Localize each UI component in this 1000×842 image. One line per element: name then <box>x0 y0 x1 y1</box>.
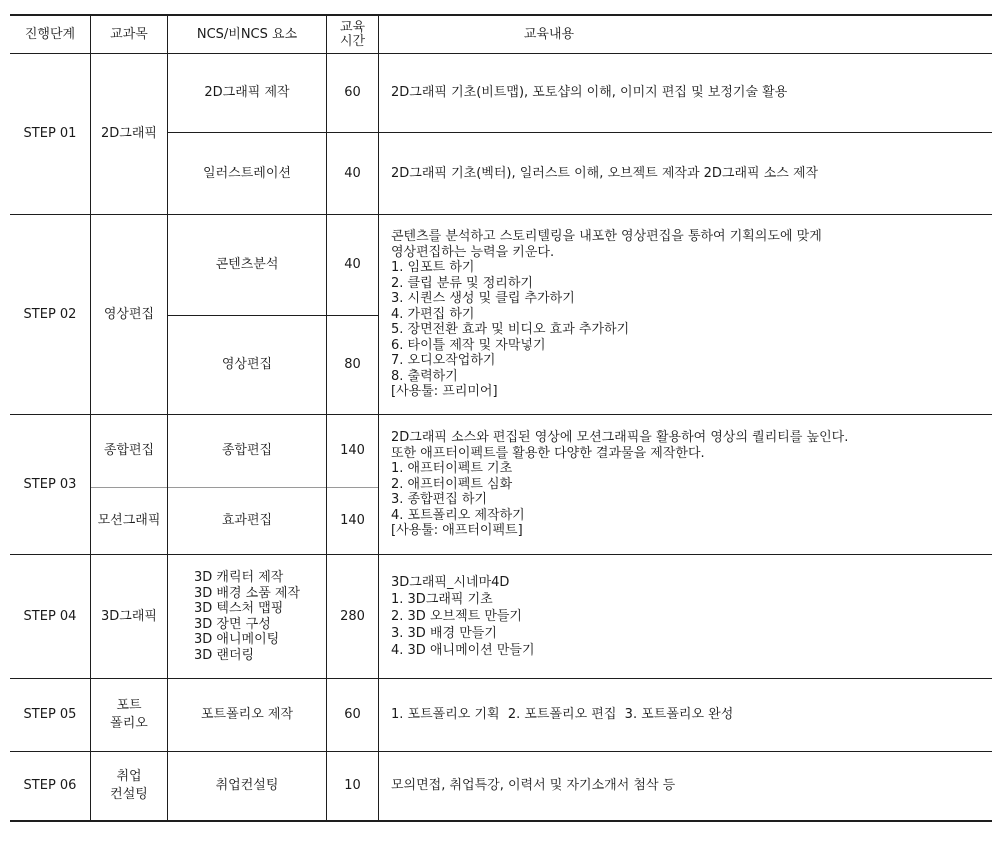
step04-ncs-line: 3D 애니메이팅 <box>193 632 280 647</box>
step04-content-line: 4. 3D 애니메이션 만들기 <box>391 643 535 658</box>
step05-content: 1. 포트폴리오 기획 2. 포트폴리오 편집 3. 포트폴리오 완성 <box>391 707 734 722</box>
step05-stage: STEP 05 <box>23 707 77 722</box>
step03-hours-1: 140 <box>340 443 365 458</box>
header-subject: 교과목 <box>110 26 148 42</box>
step01-subject: 2D그래픽 <box>101 126 157 141</box>
step03-content-line: 4. 포트폴리오 제작하기 <box>391 507 525 523</box>
step04-hours: 280 <box>340 608 365 624</box>
step06-stage: STEP 06 <box>23 778 77 793</box>
step02-content-line: 1. 임포트 하기 <box>391 260 475 276</box>
step05-subject-line1: 포트 <box>116 698 142 713</box>
step02-content-line: 영상편집하는 능력을 키운다. <box>391 244 555 260</box>
step02-content-line: 5. 장면전환 효과 및 비디오 효과 추가하기 <box>391 322 630 338</box>
step01-hours-2: 40 <box>344 165 361 181</box>
step05-hours: 60 <box>344 707 361 722</box>
step04-ncs <box>168 555 326 678</box>
step03-content-line: 2. 애프터이펙트 심화 <box>391 476 513 492</box>
step02-content <box>379 215 992 414</box>
step02-content-line: 6. 타이틀 제작 및 자막넣기 <box>391 337 546 353</box>
step03-ncs-2: 효과편집 <box>221 513 273 528</box>
header-ncs: NCS/비NCS 요소 <box>196 26 298 42</box>
step02-content-line: 4. 가편집 하기 <box>391 306 475 322</box>
step04-content-line: 1. 3D그래픽 기초 <box>391 592 493 607</box>
step06-ncs: 취업컨설팅 <box>215 778 279 793</box>
step01-content-1: 2D그래픽 기초(비트맵), 포토샵의 이해, 이미지 편집 및 보정기술 활용 <box>391 85 788 100</box>
step03-content-line: 3. 종합편집 하기 <box>391 492 488 508</box>
step02-content-line: 7. 오디오작업하기 <box>391 353 496 369</box>
step02-content-line: [사용툴: 프리미어] <box>391 384 498 400</box>
curriculum-table <box>10 14 992 822</box>
step03-ncs-1: 종합편집 <box>221 443 273 458</box>
step05-subject-line2: 폴리오 <box>110 716 148 731</box>
step04-ncs-line: 3D 캐릭터 제작 <box>193 570 284 585</box>
step01-ncs-2: 일러스트레이션 <box>203 165 291 181</box>
step04-content-line: 3D그래픽_시네마4D <box>391 575 510 590</box>
step03-content-line: 2D그래픽 소스와 편집된 영상에 모션그래픽을 활용하여 영상의 퀄리티를 높인다. <box>391 430 849 446</box>
step03-content-line: 또한 애프터이펙트를 활용한 다양한 결과물을 제작한다. <box>391 445 705 461</box>
table-bottom-border <box>10 820 992 822</box>
step02-subject: 영상편집 <box>103 306 155 322</box>
step01-ncs-1: 2D그래픽 제작 <box>204 85 290 100</box>
step02-stage: STEP 02 <box>23 306 77 322</box>
step03-content-line: 1. 애프터이펙트 기초 <box>391 461 513 477</box>
step06-subject <box>91 752 167 820</box>
step02-hours-1: 40 <box>344 257 361 272</box>
step04-stage: STEP 04 <box>23 608 77 624</box>
step01-stage: STEP 01 <box>23 126 77 141</box>
step04-ncs-line: 3D 랜더링 <box>193 647 255 663</box>
header-hours-line2: 시간 <box>339 33 366 49</box>
step03-subject-1: 종합편집 <box>103 443 155 458</box>
step03-stage: STEP 03 <box>23 476 77 492</box>
header-hours-line1: 교육 <box>339 19 366 35</box>
step03-subject-2: 모션그래픽 <box>97 513 161 528</box>
step06-hours: 10 <box>344 778 361 793</box>
step02-content-line: 3. 시퀀스 생성 및 클립 추가하기 <box>391 291 575 307</box>
step01-content-2: 2D그래픽 기초(벡터), 일러스트 이해, 오브젝트 제작과 2D그래픽 소스 제작 <box>391 165 819 181</box>
header-hours <box>327 16 378 53</box>
header-content: 교육내용 <box>523 26 575 42</box>
step06-subject-line1: 취업 <box>116 769 142 784</box>
step02-ncs-2: 영상편집 <box>221 357 273 372</box>
step03-content-line: [사용툴: 애프터이펙트] <box>391 523 523 539</box>
step02-content-line: 2. 클립 분류 및 정리하기 <box>391 275 533 291</box>
step02-content-line: 8. 출력하기 <box>391 368 458 384</box>
step03-content <box>379 415 992 554</box>
step04-content <box>379 555 992 678</box>
header-stage: 진행단계 <box>24 26 76 42</box>
step02-hours-2: 80 <box>344 357 361 372</box>
step04-ncs-line: 3D 장면 구성 <box>193 616 271 632</box>
step04-content-line: 3. 3D 배경 만들기 <box>391 626 497 641</box>
step02-content-line: 콘텐츠를 분석하고 스토리텔링을 내포한 영상편집을 통하여 기획의도에 맞게 <box>391 229 822 245</box>
step04-ncs-line: 3D 배경 소품 제작 <box>193 585 301 601</box>
step04-subject: 3D그래픽 <box>101 608 157 624</box>
step06-content: 모의면접, 취업특강, 이력서 및 자기소개서 첨삭 등 <box>391 778 676 793</box>
step05-ncs: 포트폴리오 제작 <box>200 707 294 722</box>
step04-content-line: 2. 3D 오브젝트 만들기 <box>391 609 522 624</box>
step02-ncs-1: 콘텐츠분석 <box>215 257 279 272</box>
step01-hours-1: 60 <box>344 85 361 100</box>
step06-subject-line2: 컨설팅 <box>110 787 148 802</box>
step03-hours-2: 140 <box>340 513 365 528</box>
step05-subject <box>91 679 167 751</box>
step04-ncs-line: 3D 텍스처 맵핑 <box>193 601 284 616</box>
